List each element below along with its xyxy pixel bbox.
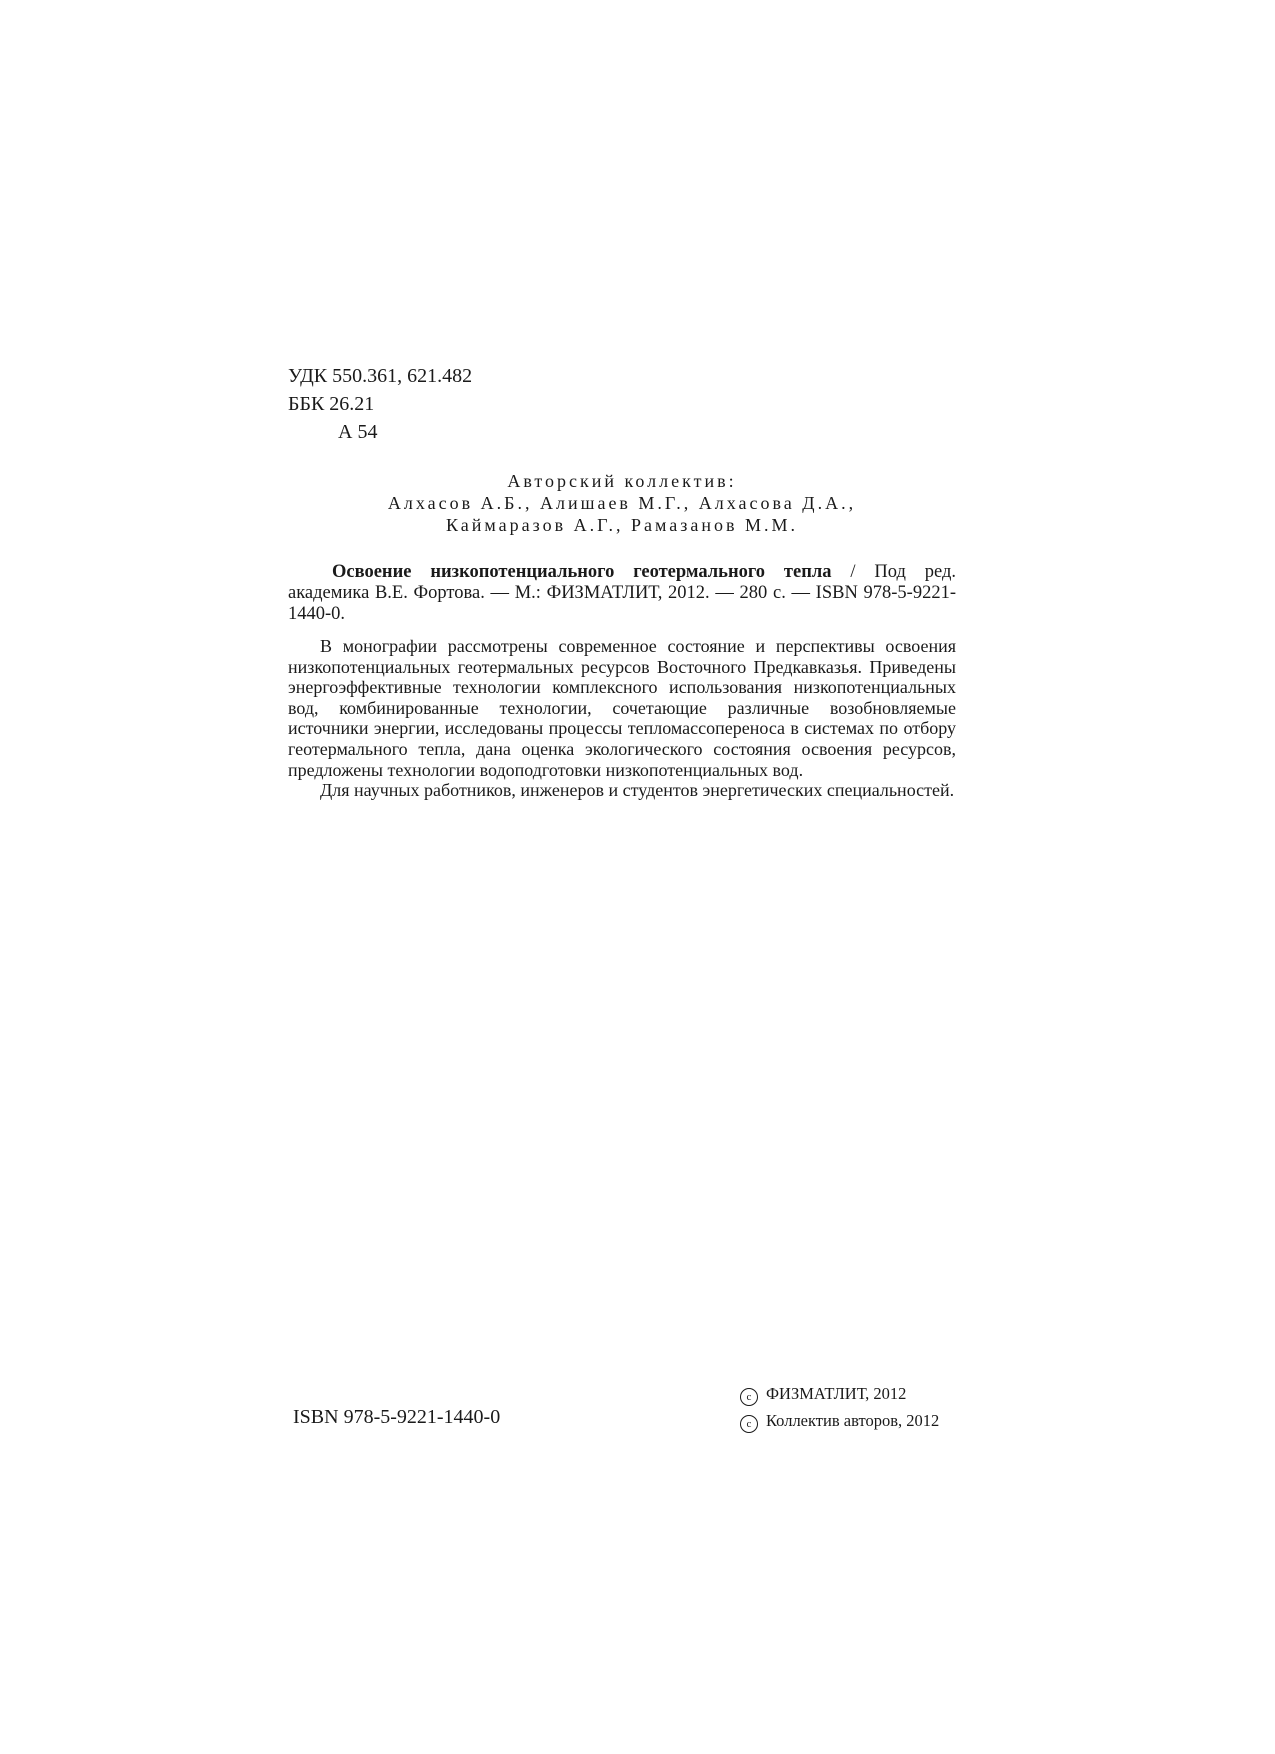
authors-line-1: Алхасов А.Б., Алишаев М.Г., Алхасова Д.А.,	[387, 493, 857, 513]
classification-block	[288, 362, 472, 446]
bibliographic-details: / Под ред. академика В.Е. Фортова. — М.: ФИЗМАТЛИТ, 2012. — 280 с. — ISBN 978-5-9221-1440-0.	[288, 562, 956, 624]
bibliographic-record	[288, 562, 956, 625]
authors-line-2: Каймаразов А.Г., Рамазанов М.М.	[445, 515, 798, 535]
copyright-publisher-text: ФИЗМАТЛИТ, 2012	[766, 1384, 907, 1403]
bbk-code: ББК 26.21	[288, 393, 375, 415]
isbn: ISBN 978-5-9221-1440-0	[293, 1406, 501, 1428]
annotation-paragraph: В монографии рассмотрены современное состояние и перспективы освоения низкопотенциальных геотермальных ресурсов Восточного Предкавказья. Приведены энергоэффективные технологии комплексного использования низкопотенциальных вод, комбинированные технологии, сочетающие различные возобновляемые источники энергии, исследованы процессы тепломассопереноса в системах по отбору геотермального тепла, дана оценка экологического состояния освоения ресурсов, предложены технологии водоподготовки низкопотенциальных вод.	[288, 636, 956, 780]
audience-paragraph: Для научных работников, инженеров и студентов энергетических специальностей.	[320, 780, 955, 801]
copyright-authors-text: Коллектив авторов, 2012	[766, 1411, 940, 1430]
author-mark: А 54	[338, 421, 378, 443]
udk-code: УДК 550.361, 621.482	[288, 365, 473, 387]
copyright-icon: c	[740, 1388, 758, 1406]
copyright-block	[740, 1380, 939, 1434]
annotation	[288, 636, 956, 801]
copyright-icon: c	[740, 1415, 758, 1433]
book-title: Освоение низкопотенциального геотермального тепла	[332, 562, 832, 582]
authors-heading: Авторский коллектив:	[507, 471, 737, 491]
copyright-authors	[740, 1407, 939, 1434]
authors-block	[288, 470, 956, 536]
copyright-publisher	[740, 1380, 939, 1407]
